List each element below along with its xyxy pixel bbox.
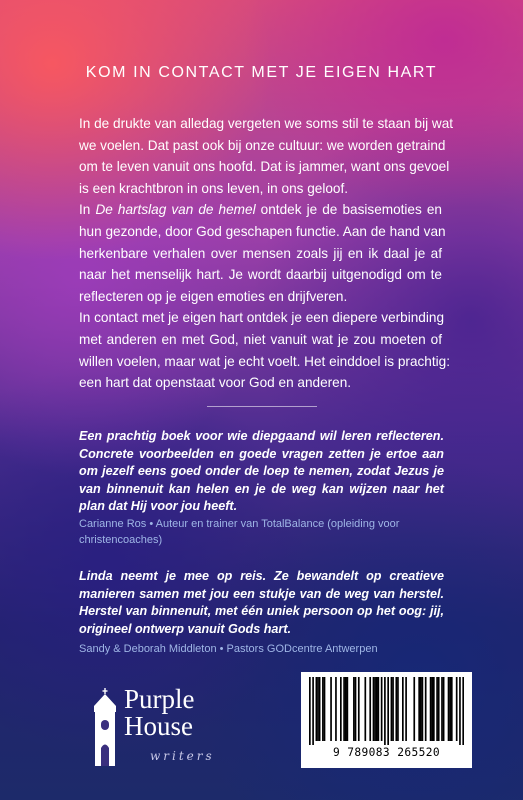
barcode-bar <box>392 677 394 741</box>
barcode-bar <box>345 677 347 741</box>
blurb-line: herkenbare verhalen over mensen zoals jij en ik daal je af <box>79 245 442 261</box>
blurb-line: In contact met je eigen hart ontdek je een diepere verbinding <box>79 310 445 326</box>
attribution-line: Carianne Ros • Auteur en trainer van TotalBalance (opleiding voor <box>79 518 400 530</box>
barcode-bar <box>405 677 407 741</box>
blurb-line: hun gezonde, door God geschapen functie. Aan de hand van <box>79 223 446 239</box>
endorsement-quote-2 <box>79 568 444 638</box>
barcode-bar <box>422 677 424 741</box>
quote-line: van binnenuit kan helen en je de weg kan wijzen naar het <box>79 481 444 496</box>
publisher-tagline: writers <box>150 749 215 763</box>
barcode-bar <box>431 677 433 741</box>
barcode-bars <box>309 677 464 745</box>
publisher-name <box>124 686 195 740</box>
barcode-bar <box>312 677 314 745</box>
blurb-line: In de drukte van alledag vergeten we soms stil te staan bij wat <box>79 116 454 131</box>
isbn-barcode <box>301 672 472 768</box>
barcode-bar <box>353 677 355 741</box>
attribution-line: Sandy & Deborah Middleton • Pastors GODcentre Antwerpen <box>79 643 378 655</box>
house-icon <box>92 688 118 766</box>
attribution-line: christencoaches) <box>79 534 163 546</box>
barcode-bar <box>459 677 461 745</box>
barcode-bar <box>397 677 399 741</box>
barcode-bar <box>425 677 427 741</box>
barcode-bar <box>462 677 464 745</box>
barcode-bar <box>402 677 404 741</box>
barcode-bar <box>330 677 332 741</box>
barcode-bar <box>436 677 438 741</box>
barcode-bar <box>369 677 371 741</box>
barcode-bar <box>374 677 376 741</box>
quote-line: Linda neemt je mee op reis. Ze bewandelt op creatieve <box>79 569 444 583</box>
barcode-bar <box>448 677 450 741</box>
barcode-bar <box>449 677 451 741</box>
blurb-line: naar het menselijk hart. Je wordt daarbij uitgenodigd om te <box>79 267 442 283</box>
barcode-bar <box>456 677 458 741</box>
endorsement-quote-1 <box>79 428 444 516</box>
barcode-bar <box>413 677 415 741</box>
blurb-line <box>79 199 442 221</box>
endorsement-attribution-2 <box>79 641 449 657</box>
barcode-bar <box>358 677 360 741</box>
barcode-bar <box>438 677 440 741</box>
blurb-line: we voelen. Dat past ook bij onze cultuur: we worden getraind <box>79 137 446 153</box>
barcode-bar <box>335 677 337 741</box>
quote-line: Concrete voorbeelden en goede vragen zetten je ertoe aan <box>79 446 444 461</box>
barcode-bar <box>322 677 324 741</box>
barcode-bar <box>355 677 357 741</box>
barcode-bar <box>433 677 435 741</box>
blurb-line: reflecteren op je eigen emoties en drijfveren. <box>79 288 348 304</box>
barcode-bar <box>309 677 311 745</box>
blurb-line: willen voelen, maar wat je echt voelt. Het einddoel is prachtig: <box>79 353 451 369</box>
barcode-bar <box>347 677 349 741</box>
barcode-bar <box>451 677 453 741</box>
quote-line: origineel ontwerp vanuit Gods hart. <box>79 621 292 636</box>
barcode-bar <box>430 677 432 741</box>
barcode-bar <box>384 677 386 745</box>
barcode-bar <box>395 677 397 741</box>
blurb-line: een hart dat openstaat voor God en anderen. <box>79 375 352 391</box>
endorsement-attribution-1 <box>79 516 449 548</box>
barcode-bar <box>443 677 445 741</box>
blurb-paragraph-2 <box>79 199 446 307</box>
barcode-bar <box>387 677 389 745</box>
blurb-text: ontdek je de basisemoties en <box>255 202 442 218</box>
blurb-line: is een krachtbron in ons leven, in ons geloof. <box>79 180 349 196</box>
barcode-bar <box>381 677 383 741</box>
barcode-bar <box>391 677 393 741</box>
blurb-paragraph-3 <box>79 307 451 393</box>
barcode-bar <box>376 677 378 741</box>
barcode-bar <box>319 677 321 741</box>
barcode-bar <box>378 677 380 741</box>
quote-line: Herstel van binnenuit, met één uniek persoon op het oog: jij, <box>79 604 444 619</box>
barcode-bar <box>373 677 375 741</box>
isbn-number: 9 789083 265520 <box>332 746 441 759</box>
blurb-line: met anderen en met God, niet vanuit wat je zou moeten of <box>79 331 442 347</box>
quote-line: Een prachtig boek voor wie diepgaand wil leren reflecteren. <box>79 429 444 443</box>
barcode-bar <box>317 677 319 741</box>
section-divider <box>207 406 317 407</box>
quote-line: plan dat Hij voor jou heeft. <box>79 499 238 514</box>
publisher-logo <box>92 686 232 772</box>
barcode-bar <box>441 677 443 741</box>
barcode-bar <box>343 677 345 741</box>
barcode-bar <box>340 677 342 741</box>
blurb-text: In <box>79 202 96 218</box>
quote-line: om jezelf eens goed onder de loep te nemen, zodat Jezus je <box>79 464 444 479</box>
quote-line: manieren samen met jou een stukje van de weg van herstel. <box>79 586 444 601</box>
cover-heading: KOM IN CONTACT MET JE EIGEN HART <box>85 64 438 81</box>
barcode-bar <box>420 677 422 741</box>
barcode-bar <box>324 677 326 741</box>
barcode-bar <box>316 677 318 741</box>
barcode-bar <box>418 677 420 741</box>
blurb-line: om te leven vanuit ons hoofd. Dat is jammer, want ons gevoel <box>79 159 450 175</box>
publisher-name-line: House <box>124 711 193 741</box>
barcode-bar <box>364 677 366 741</box>
publisher-name-line: Purple <box>124 684 195 714</box>
book-title-inline: De hartslag van de hemel <box>95 202 256 218</box>
blurb-paragraph-1 <box>79 113 454 199</box>
blurb <box>79 113 454 394</box>
